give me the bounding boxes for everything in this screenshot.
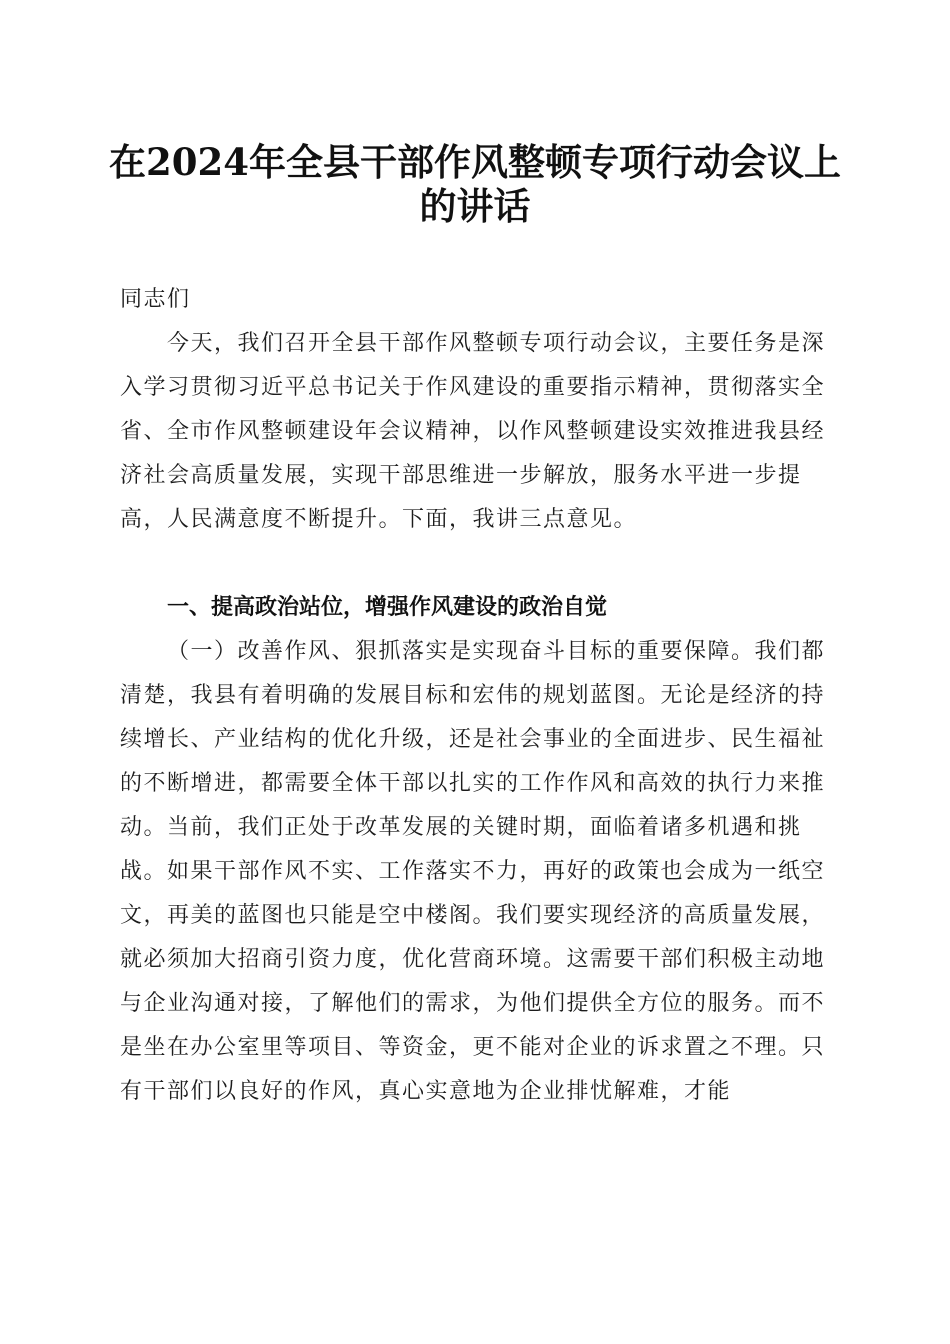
subsection-heading-1: （一）改善作风、狠抓落实是实现奋斗目标的重要保障。 — [167, 639, 755, 664]
salutation: 同志们 — [120, 287, 191, 312]
document-title-line2: 的讲话 — [419, 184, 531, 228]
section-1-paragraph — [120, 630, 835, 1114]
section-1-body-text: 我们都清楚，我县有着明确的发展目标和宏伟的规划蓝图。无论是经济的持续增长、产业结构的优化升级，还是社会事业的全面进步、民生福祉的不断增进，都需要全体干部以扎实的工作作风和高效的执行力来推动。当前，我们正处于改革发展的关键时期，面临着诸多机遇和挑战。如果干部作风不实、工作落实不力，再好的政策也会成为一纸空文，再美的蓝图也只能是空中楼阁。我们要实现经济的高质量发展，就必须加大招商引资力度，优化营商环境。这需要干部们积极主动地与企业沟通对接，了解他们的需求，为他们提供全方位的服务。而不是坐在办公室里等项目、等资金，更不能对企业的诉求置之不理。只有干部们以良好的作风，真心实意地为企业排忧解难，才能 — [120, 639, 826, 1104]
section-heading-1: 一、提高政治站位，增强作风建设的政治自觉 — [167, 595, 608, 620]
document-title-line1: 在2024年全县干部作风整顿专项行动会议上 — [109, 140, 841, 184]
opening-paragraph: 今天，我们召开全县干部作风整顿专项行动会议，主要任务是深入学习贯彻习近平总书记关于作风建设的重要指示精神，贯彻落实全省、全市作风整顿建设年会议精神，以作风整顿建设实效推进我县经济社会高质量发展，实现干部思维进一步解放，服务水平进一步提高，人民满意度不断提升。下面，我讲三点意见。 — [120, 331, 826, 532]
